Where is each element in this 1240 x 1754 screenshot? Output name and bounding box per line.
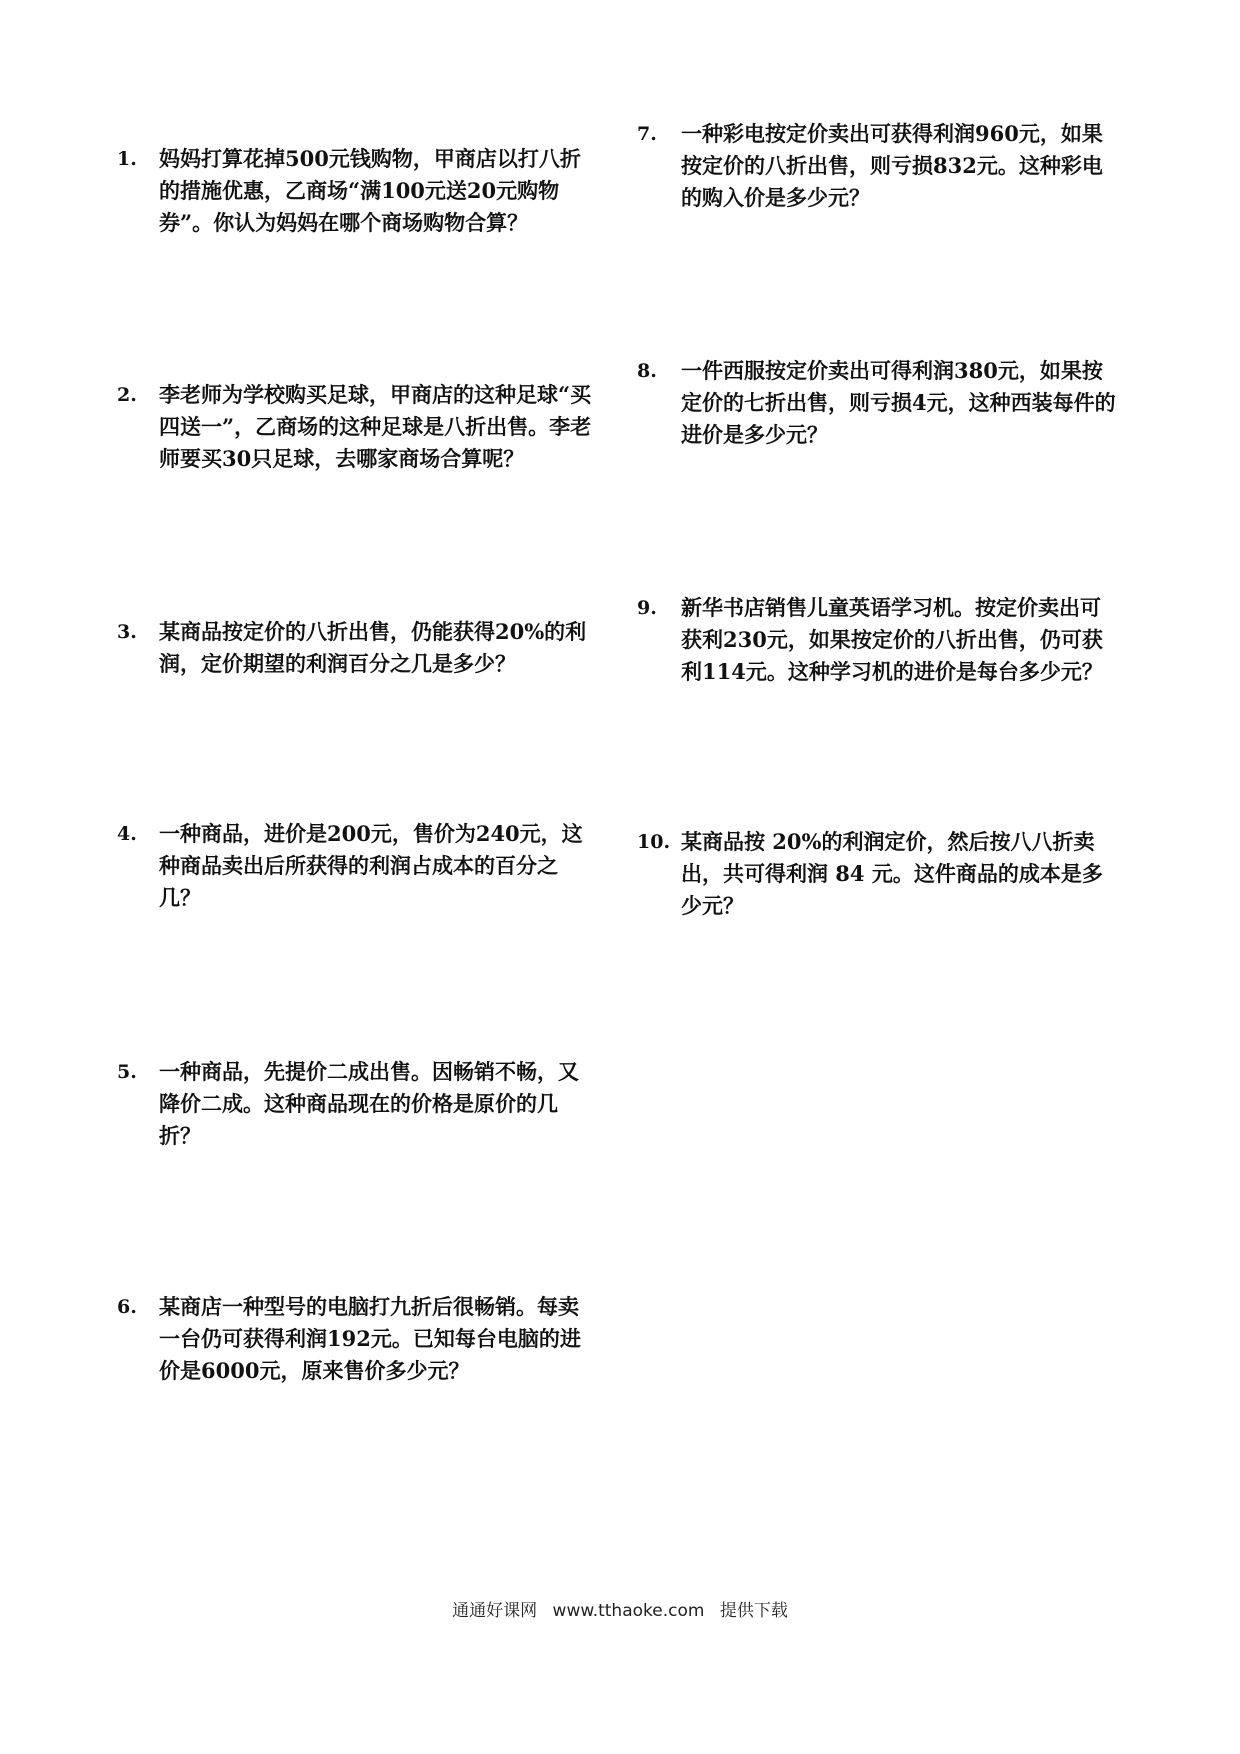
problem-10 [637, 826, 1121, 922]
problem-text: 某商品按定价的八折出售，仍能获得20%的利润，定价期望的利润百分之几是多少？ [159, 619, 587, 676]
problem-text: 一种商品，进价是200元，售价为240元，这种商品卖出后所获得的利润占成本的百分之几？ [159, 821, 583, 910]
problem-text: 一件西服按定价卖出可得利润380元，如果按定价的七折出售，则亏损4元，这种西装每件的进价是多少元？ [681, 358, 1116, 447]
problem-text: 某商品按 20%的利润定价，然后按八八折卖出，共可得利润 84 元。这件商品的成本是多少元？ [681, 829, 1103, 918]
problem-number: 2. [117, 384, 137, 406]
problem-number: 8. [637, 360, 657, 382]
problem-number: 1. [117, 148, 137, 170]
problem-4 [117, 818, 599, 914]
problem-number: 10. [637, 831, 671, 853]
problem-number: 5. [117, 1061, 137, 1083]
problem-9 [637, 592, 1121, 688]
problem-1 [117, 143, 599, 239]
problem-number: 7. [637, 123, 657, 145]
problem-number: 6. [117, 1296, 137, 1318]
problem-7 [637, 118, 1121, 214]
problem-text: 新华书店销售儿童英语学习机。按定价卖出可获利230元，如果按定价的八折出售，仍可获利114元。这种学习机的进价是每台多少元？ [681, 595, 1103, 684]
problem-text: 李老师为学校购买足球，甲商店的这种足球“买四送一”，乙商场的这种足球是八折出售。李老师要买30只足球，去哪家商场合算呢？ [159, 382, 592, 471]
problem-number: 4. [117, 823, 137, 845]
problem-2 [117, 379, 599, 475]
page-footer [0, 1599, 1240, 1623]
problem-8 [637, 355, 1121, 451]
problem-number: 3. [117, 621, 137, 643]
problem-5 [117, 1056, 599, 1152]
footer-suffix: 提供下载 [719, 1601, 788, 1621]
problem-text: 一种商品，先提价二成出售。因畅销不畅，又降价二成。这种商品现在的价格是原价的几折？ [159, 1059, 579, 1148]
problem-6 [117, 1291, 599, 1387]
footer-url[interactable]: www.tthaoke.com [552, 1601, 705, 1621]
problem-number: 9. [637, 597, 657, 619]
problem-3 [117, 616, 599, 680]
problem-text: 妈妈打算花掉500元钱购物，甲商店以打八折的措施优惠，乙商场“满100元送20元购物券”。你认为妈妈在哪个商场购物合算？ [159, 146, 581, 235]
footer-site-name: 通通好课网 [452, 1601, 538, 1621]
problem-text: 某商店一种型号的电脑打九折后很畅销。每卖一台仍可获得利润192元。已知每台电脑的进价是6000元，原来售价多少元？ [159, 1294, 581, 1383]
problem-text: 一种彩电按定价卖出可获得利润960元，如果按定价的八折出售，则亏损832元。这种彩电的购入价是多少元？ [681, 121, 1103, 210]
